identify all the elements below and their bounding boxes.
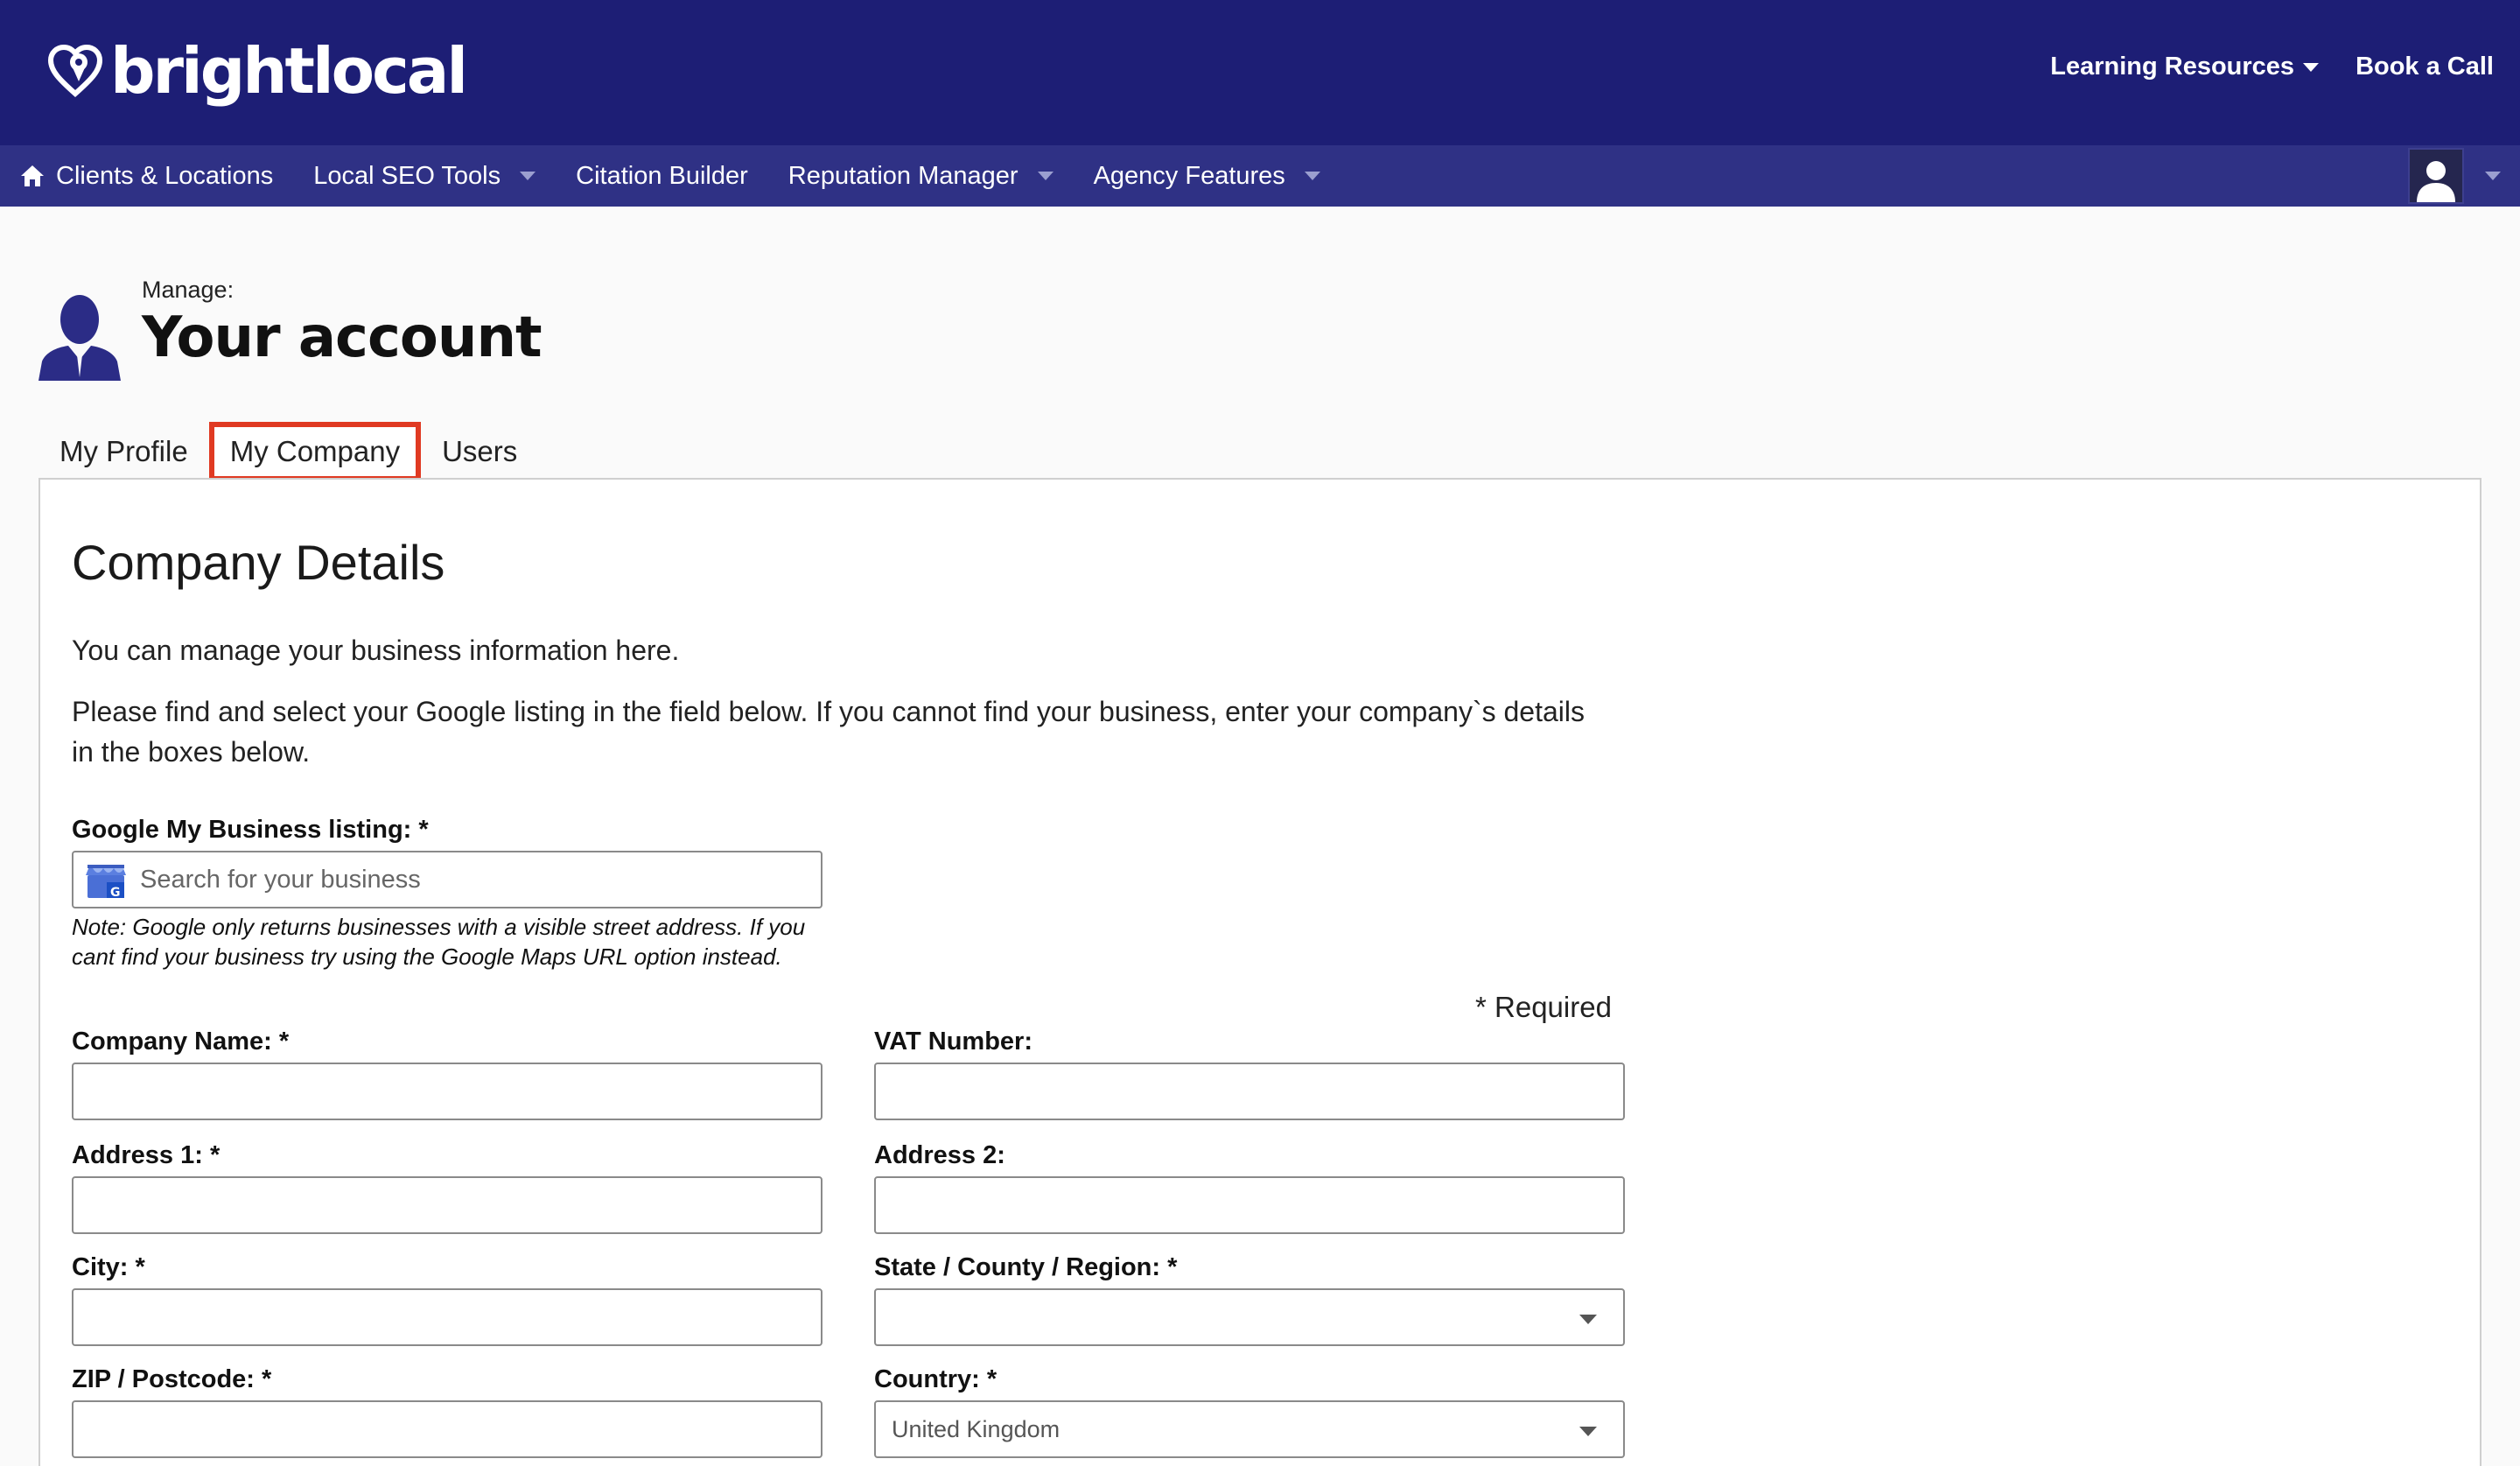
chevron-down-icon (2303, 63, 2319, 72)
page-header (38, 277, 542, 381)
learning-resources-link[interactable] (2050, 53, 2319, 81)
company-details-panel (38, 478, 2482, 1466)
google-my-business-icon (84, 859, 128, 900)
nav-item-agency-features[interactable] (1094, 145, 1320, 207)
nav-item-citation-builder[interactable] (576, 145, 748, 207)
book-a-call-label: Book a Call (2356, 53, 2494, 81)
page-header-text (142, 277, 542, 381)
page-title: Your account (142, 305, 542, 370)
tab-my-profile[interactable]: My Profile (60, 435, 188, 467)
nav-label: Citation Builder (576, 161, 748, 190)
company-name-input[interactable] (72, 1063, 822, 1120)
nav-label: Clients & Locations (56, 161, 274, 190)
section-title: Company Details (72, 535, 445, 590)
chevron-down-icon (520, 172, 536, 180)
nav-item-clients-locations[interactable] (19, 145, 273, 207)
city-input[interactable] (72, 1288, 822, 1346)
nav-label: Reputation Manager (788, 161, 1018, 190)
country-select-value: United Kingdom (892, 1415, 1060, 1442)
address2-label: Address 2: (874, 1141, 1005, 1169)
address1-input[interactable] (72, 1176, 822, 1234)
nav-item-local-seo-tools[interactable] (313, 145, 536, 207)
tab-users[interactable]: Users (442, 435, 518, 467)
top-header (0, 0, 2520, 145)
intro-text-line: in the boxes below. (72, 736, 311, 768)
gmb-search-input[interactable] (140, 866, 805, 894)
zip-label: ZIP / Postcode: * (72, 1365, 272, 1393)
svg-text:G: G (110, 886, 121, 900)
state-label: State / County / Region: * (874, 1253, 1178, 1281)
gmb-label: Google My Business listing: * (72, 816, 429, 844)
chevron-down-icon (1305, 172, 1320, 180)
brightlocal-logo[interactable] (47, 32, 466, 110)
country-label: Country: * (874, 1365, 998, 1393)
user-icon (2415, 157, 2457, 202)
account-tabs (38, 422, 538, 481)
nav-item-reputation-manager[interactable] (788, 145, 1054, 207)
user-avatar[interactable] (2408, 148, 2464, 204)
learning-resources-label: Learning Resources (2050, 53, 2295, 81)
address1-label: Address 1: * (72, 1141, 220, 1169)
note-line: Note: Google only returns businesses with a visible street address. If you (72, 914, 806, 940)
user-menu-chevron-icon[interactable] (2485, 172, 2501, 180)
vat-number-input[interactable] (874, 1063, 1625, 1120)
home-icon (19, 163, 46, 189)
tab-my-company[interactable]: My Company (209, 422, 421, 481)
required-legend: * Required (1475, 991, 1612, 1023)
top-links (2050, 53, 2494, 81)
main-nav (0, 145, 2520, 207)
nav-label: Local SEO Tools (313, 161, 501, 190)
logo-text: brightlocal (110, 34, 466, 108)
address2-input[interactable] (874, 1176, 1625, 1234)
vat-number-label: VAT Number: (874, 1028, 1032, 1056)
gmb-note (72, 912, 842, 971)
city-label: City: * (72, 1253, 145, 1281)
nav-label: Agency Features (1093, 161, 1285, 190)
logo-heart-pin-icon (47, 43, 103, 99)
zip-input[interactable] (72, 1400, 822, 1458)
intro-text: You can manage your business information here. (72, 635, 680, 666)
country-select[interactable] (874, 1400, 1625, 1458)
book-a-call-link[interactable] (2356, 53, 2494, 81)
gmb-search-field[interactable] (72, 851, 822, 908)
manage-label: Manage: (142, 277, 234, 303)
chevron-down-icon (1579, 1315, 1597, 1324)
account-person-icon (38, 290, 121, 381)
chevron-down-icon (1038, 172, 1054, 180)
state-select[interactable] (874, 1288, 1625, 1346)
company-name-label: Company Name: * (72, 1028, 290, 1056)
intro-text-line: Please find and select your Google listing in the field below. If you cannot find your business, enter your company`s details (72, 696, 1585, 727)
chevron-down-icon (1579, 1427, 1597, 1436)
note-line: cant find your business try using the Google Maps URL option instead. (72, 943, 782, 970)
